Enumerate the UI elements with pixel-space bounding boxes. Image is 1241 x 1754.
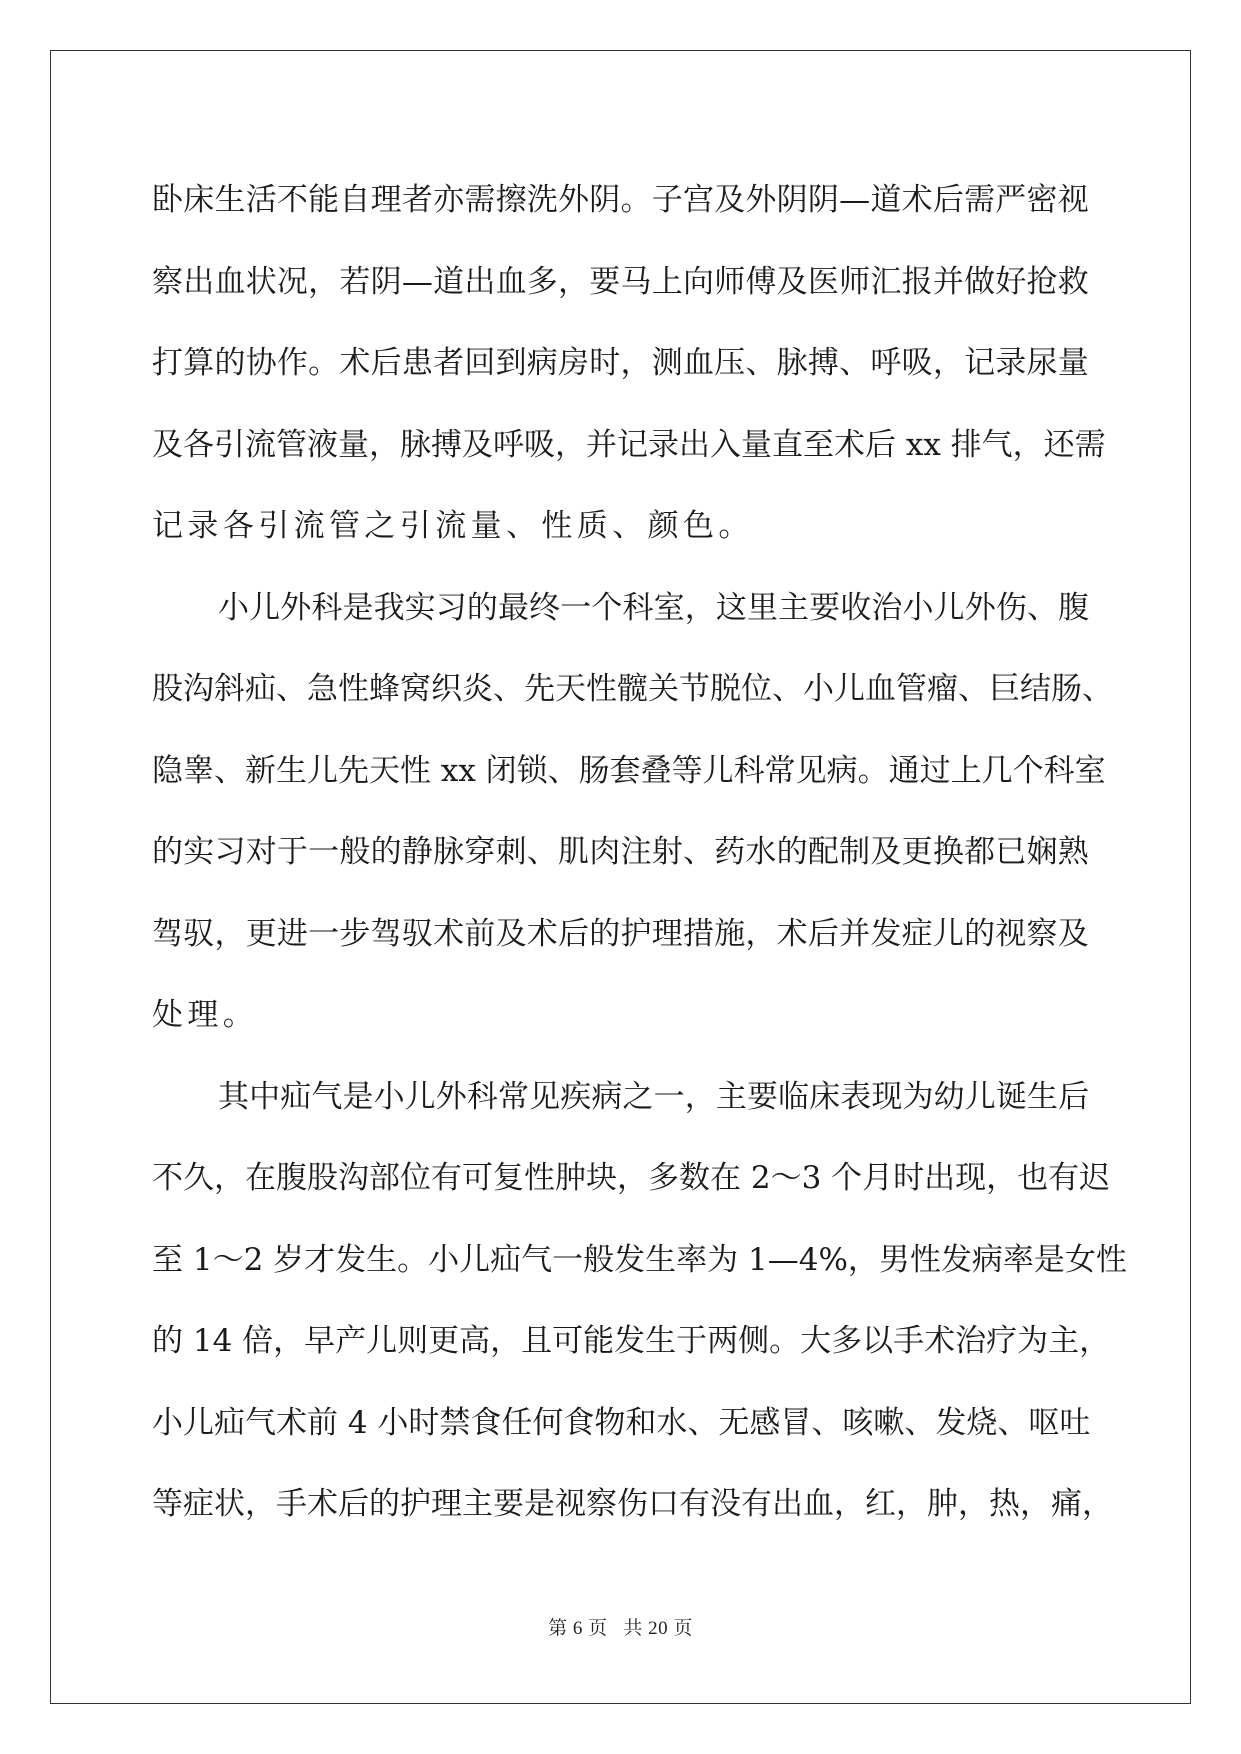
- text-line: 打算的协作。术后患者回到病房时，测血压、脉搏、呼吸，记录尿量: [152, 345, 1089, 381]
- text-line: 其中疝气是小儿外科常见疾病之一，主要临床表现为幼儿诞生后: [218, 1078, 1090, 1115]
- text-line: 记录各引流管之引流量、性质、颜色。: [152, 508, 754, 544]
- document-body: [152, 160, 1127, 1546]
- paragraph-3: [152, 1057, 1127, 1546]
- paragraph-2: [152, 568, 1113, 1057]
- text-line: 等症状，手术后的护理主要是视察伤口有没有出血，红，肿，热，痛，: [152, 1486, 1113, 1522]
- text-line: 小儿外科是我实习的最终一个科室，这里主要收治小儿外伤、腹: [218, 589, 1090, 626]
- text-line: 的 14 倍，早产儿则更高，且可能发生于两侧。大多以手术治疗为主，: [152, 1323, 1111, 1359]
- page-number: 第 6 页: [548, 1618, 608, 1639]
- text-line: 驾驭，更进一步驾驭术前及术后的护理措施，术后并发症儿的视察及: [152, 915, 1089, 952]
- text-line: 至 1～2 岁才发生。小儿疝气一般发生率为 1—4%，男性发病率是女性: [152, 1241, 1127, 1278]
- text-line: 察出血状况，若阴—道出血多，要马上向师傅及医师汇报并做好抢救: [152, 263, 1089, 300]
- page-footer: [0, 1613, 1241, 1640]
- text-line: 小儿疝气术前 4 小时禁食任何食物和水、无感冒、咳嗽、发烧、呕吐: [152, 1404, 1091, 1441]
- text-line: 卧床生活不能自理者亦需擦洗外阴。子宫及外阴阴—道术后需严密视: [152, 182, 1089, 218]
- text-line: 股沟斜疝、急性蜂窝织炎、先天性髋关节脱位、小儿血管瘤、巨结肠、: [152, 671, 1113, 707]
- paragraph-1: [152, 160, 1106, 568]
- page-total: 共 20 页: [623, 1618, 693, 1639]
- text-line: 隐睾、新生儿先天性 xx 闭锁、肠套叠等儿科常见病。通过上几个科室: [152, 752, 1106, 789]
- text-line: 及各引流管液量，脉搏及呼吸，并记录出入量直至术后 xx 排气，还需: [152, 426, 1106, 463]
- text-line: 不久，在腹股沟部位有可复性肿块，多数在 2～3 个月时出现，也有迟: [152, 1160, 1111, 1196]
- text-line: 的实习对于一般的静脉穿刺、肌肉注射、药水的配制及更换都已娴熟: [152, 834, 1089, 870]
- text-line: 处理。: [152, 997, 259, 1033]
